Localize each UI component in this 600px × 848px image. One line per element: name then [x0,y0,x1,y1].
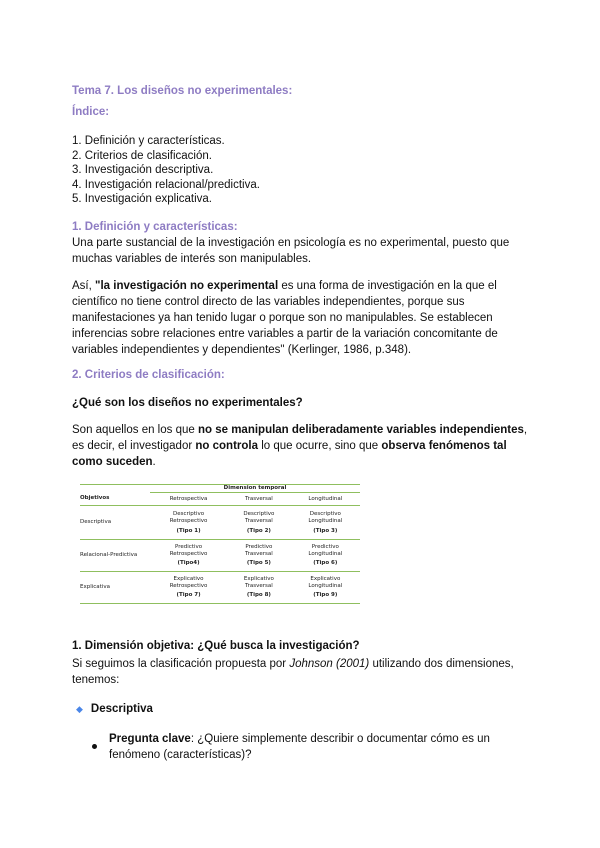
table-cell: Predictivo Retrospectivo (Tipo4) [150,540,227,572]
table-row [80,540,360,572]
sub-bullet-text: Pregunta clave: ¿Quiere simplemente describir o documentar cómo es un fenómeno (características)? [109,733,490,761]
table-col-header: Trasversal [227,493,291,506]
table-row-label: Descriptiva [80,506,150,540]
table-row [80,506,360,540]
table-col-header: Longitudinal [291,493,360,506]
list-item: 2. Criterios de clasificación. [72,149,212,162]
diamond-bullet-icon: ◆ [76,703,83,714]
table-col-header: Retrospectiva [150,493,227,506]
section1-heading: 1. Definición y características: [72,221,238,233]
page-title: Tema 7. Los diseños no experimentales: [72,85,293,97]
dimension-heading: 1. Dimensión objetiva: ¿Qué busca la investigación? [72,640,360,652]
sub-bullet [92,731,522,763]
section2-paragraph: Son aquellos en los que no se manipulan deliberadamente variables independientes, es decir, el investigador no controla lo que ocurre, sino que observa fenómenos tal como suceden. [72,424,528,468]
table-cell: Descriptivo Retrospectivo (Tipo 1) [150,506,227,540]
bullet-descriptiva: ◆ Descriptiva [76,703,153,715]
table-col-objetivos: Objetivos [80,493,150,506]
section2-question: ¿Qué son los diseños no experimentales? [72,397,303,409]
list-item: 5. Investigación explicativa. [72,193,212,205]
list-item: 1. Definición y características. [72,135,225,147]
section2-heading: 2. Criterios de clasificación: [72,369,225,381]
table-row-label: Explicativa [80,572,150,604]
list-item: 4. Investigación relacional/predictiva. [72,178,260,191]
index-list [72,134,260,207]
table-row [80,572,360,604]
classification-table [80,484,360,604]
table-cell: Predictivo Longitudinal (Tipo 6) [291,540,360,572]
table-cell: Explicativo Retrospectivo (Tipo 7) [150,572,227,604]
list-item: 3. Investigación descriptiva. [72,164,214,176]
dot-bullet-icon [92,744,97,749]
table-cell: Descriptivo Trasversal (Tipo 2) [227,506,291,540]
dimension-paragraph: Si seguimos la clasificación propuesta por Johnson (2001) utilizando dos dimensiones, tenemos: [72,658,514,686]
section1-definition: Así, "la investigación no experimental es una forma de investigación en la que el científico no tiene control directo de las variables independientes, porque sus manifestaciones ya han tenido lugar o porque son no manipulables. Se establecen inferencias sobre relaciones entre variables a partir de la variación concomitante de variables independientes y dependientes" (Kerlinger, 1986, p.348). [72,280,498,356]
table-cell: Predictivo Trasversal (Tipo 5) [227,540,291,572]
table-top-header: Dimension temporal [150,485,360,493]
table-cell: Explicativo Longitudinal (Tipo 9) [291,572,360,604]
table-row-label: Relacional-Predictiva [80,540,150,572]
table-cell: Descriptivo Longitudinal (Tipo 3) [291,506,360,540]
index-heading: Índice: [72,106,110,118]
table-cell: Explicativo Trasversal (Tipo 8) [227,572,291,604]
section1-paragraph: Una parte sustancial de la investigación en psicología es no experimental, puesto que muchas variables de interés son manipulables. [72,237,510,265]
